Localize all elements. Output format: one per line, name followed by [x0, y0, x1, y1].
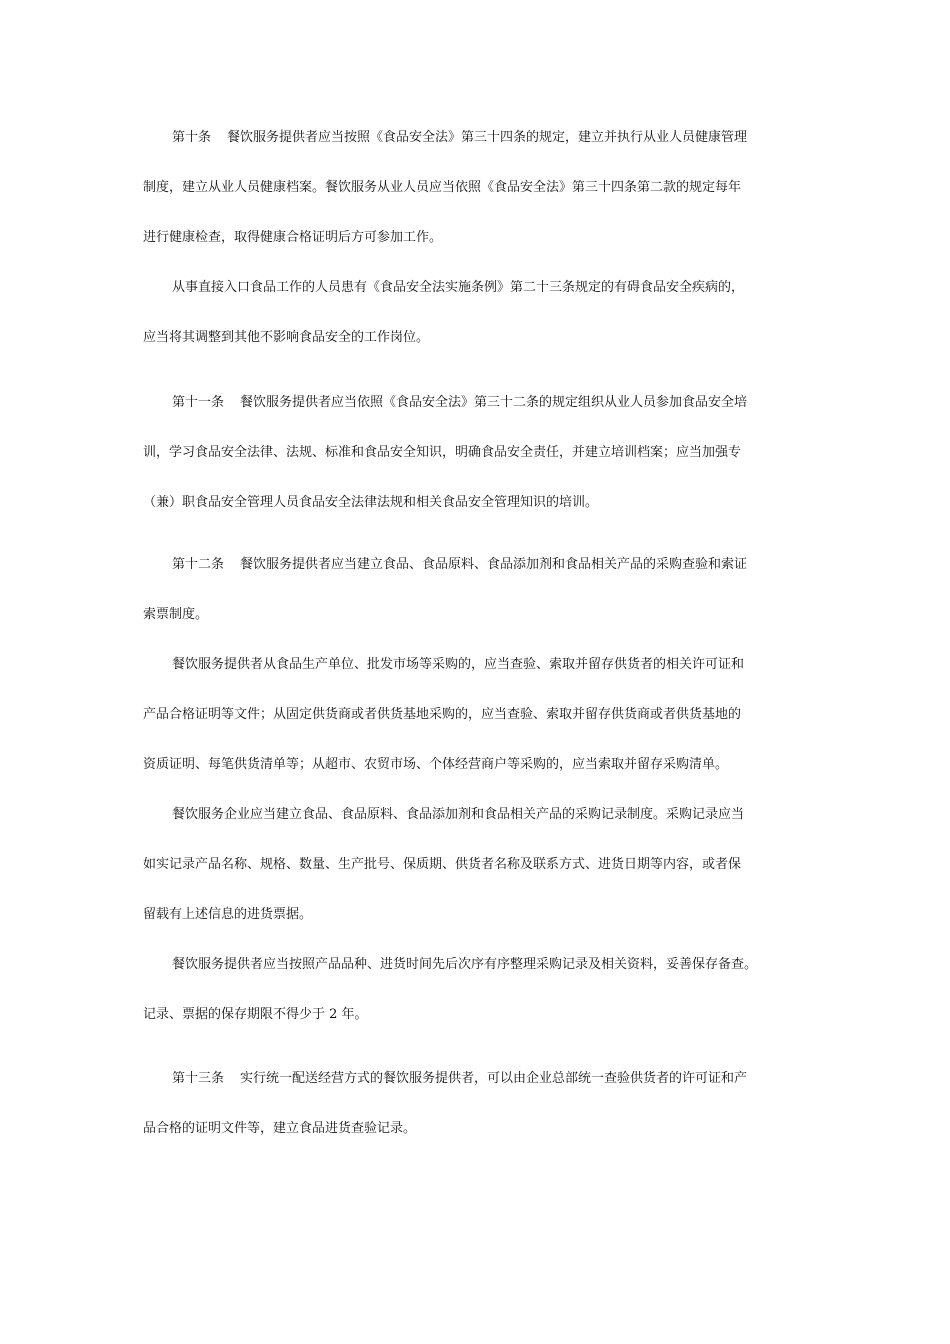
- article-11-line-2: 训，学习食品安全法律、法规、标准和食品安全知识，明确食品安全责任，并建立培训档案；应当加强专: [143, 445, 742, 460]
- article-10-line-3: 进行健康检查，取得健康合格证明后方可参加工作。: [143, 230, 443, 245]
- article-10-number: 第十条: [172, 130, 212, 145]
- article-12-para-2-line-2: 产品合格证明等文件；从固定供货商或者供货基地采购的，应当查验、索取并留存供货商或者供货基地的: [143, 707, 742, 722]
- article-12-para-2-line-3: 资质证明、每笔供货清单等；从超市、农贸市场、个体经营商户等采购的，应当索取并留存采购清单。: [143, 757, 729, 772]
- article-12-line-2: 索票制度。: [143, 607, 209, 622]
- article-11-line-1: [172, 394, 747, 412]
- article-12-number: 第十二条: [172, 557, 225, 572]
- article-13-line-1: [172, 1070, 747, 1088]
- article-10-text: 餐饮服务提供者应当按照《食品安全法》第三十四条的规定，建立并执行从业人员健康管理: [227, 130, 748, 145]
- article-11-text: 餐饮服务提供者应当依照《食品安全法》第三十二条的规定组织从业人员参加食品安全培: [240, 395, 748, 410]
- article-13-number: 第十三条: [172, 1071, 225, 1086]
- article-13-line-2: 品合格的证明文件等，建立食品进货查验记录。: [143, 1121, 417, 1136]
- article-10-line-1: [172, 129, 747, 147]
- article-12-line-1: [172, 556, 747, 574]
- article-12-para-3-line-3: 留载有上述信息的进货票据。: [143, 907, 313, 922]
- article-12-para-3-line-1: 餐饮服务企业应当建立食品、食品原料、食品添加剂和食品相关产品的采购记录制度。采购记录应当: [172, 807, 745, 822]
- article-12-para-3-line-2: 如实记录产品名称、规格、数量、生产批号、保质期、供货者名称及联系方式、进货日期等内容，或者保: [143, 857, 742, 872]
- article-12-text: 餐饮服务提供者应当建立食品、食品原料、食品添加剂和食品相关产品的采购查验和索证: [240, 557, 748, 572]
- article-10-para-2-line-2: 应当将其调整到其他不影响食品安全的工作岗位。: [143, 330, 430, 345]
- article-12-para-4-line-2: 记录、票据的保存期限不得少于 2 年。: [143, 1007, 368, 1022]
- article-11-line-3: （兼）职食品安全管理人员食品安全法律法规和相关食品安全管理知识的培训。: [143, 495, 599, 510]
- article-13-text: 实行统一配送经营方式的餐饮服务提供者，可以由企业总部统一查验供货者的许可证和产: [240, 1071, 748, 1086]
- article-10-line-2: 制度，建立从业人员健康档案。餐饮服务从业人员应当依照《食品安全法》第三十四条第二款的规定每年: [143, 180, 742, 195]
- article-12-para-2-line-1: 餐饮服务提供者从食品生产单位、批发市场等采购的，应当查验、索取并留存供货者的相关许可证和: [172, 657, 745, 672]
- article-10-para-2-line-1: 从事直接入口食品工作的人员患有《食品安全法实施条例》第二十三条规定的有碍食品安全疾病的，: [172, 280, 745, 295]
- article-11-number: 第十一条: [172, 395, 225, 410]
- article-12-para-4-line-1: 餐饮服务提供者应当按照产品品种、进货时间先后次序有序整理采购记录及相关资料，妥善保存备查。: [172, 957, 758, 972]
